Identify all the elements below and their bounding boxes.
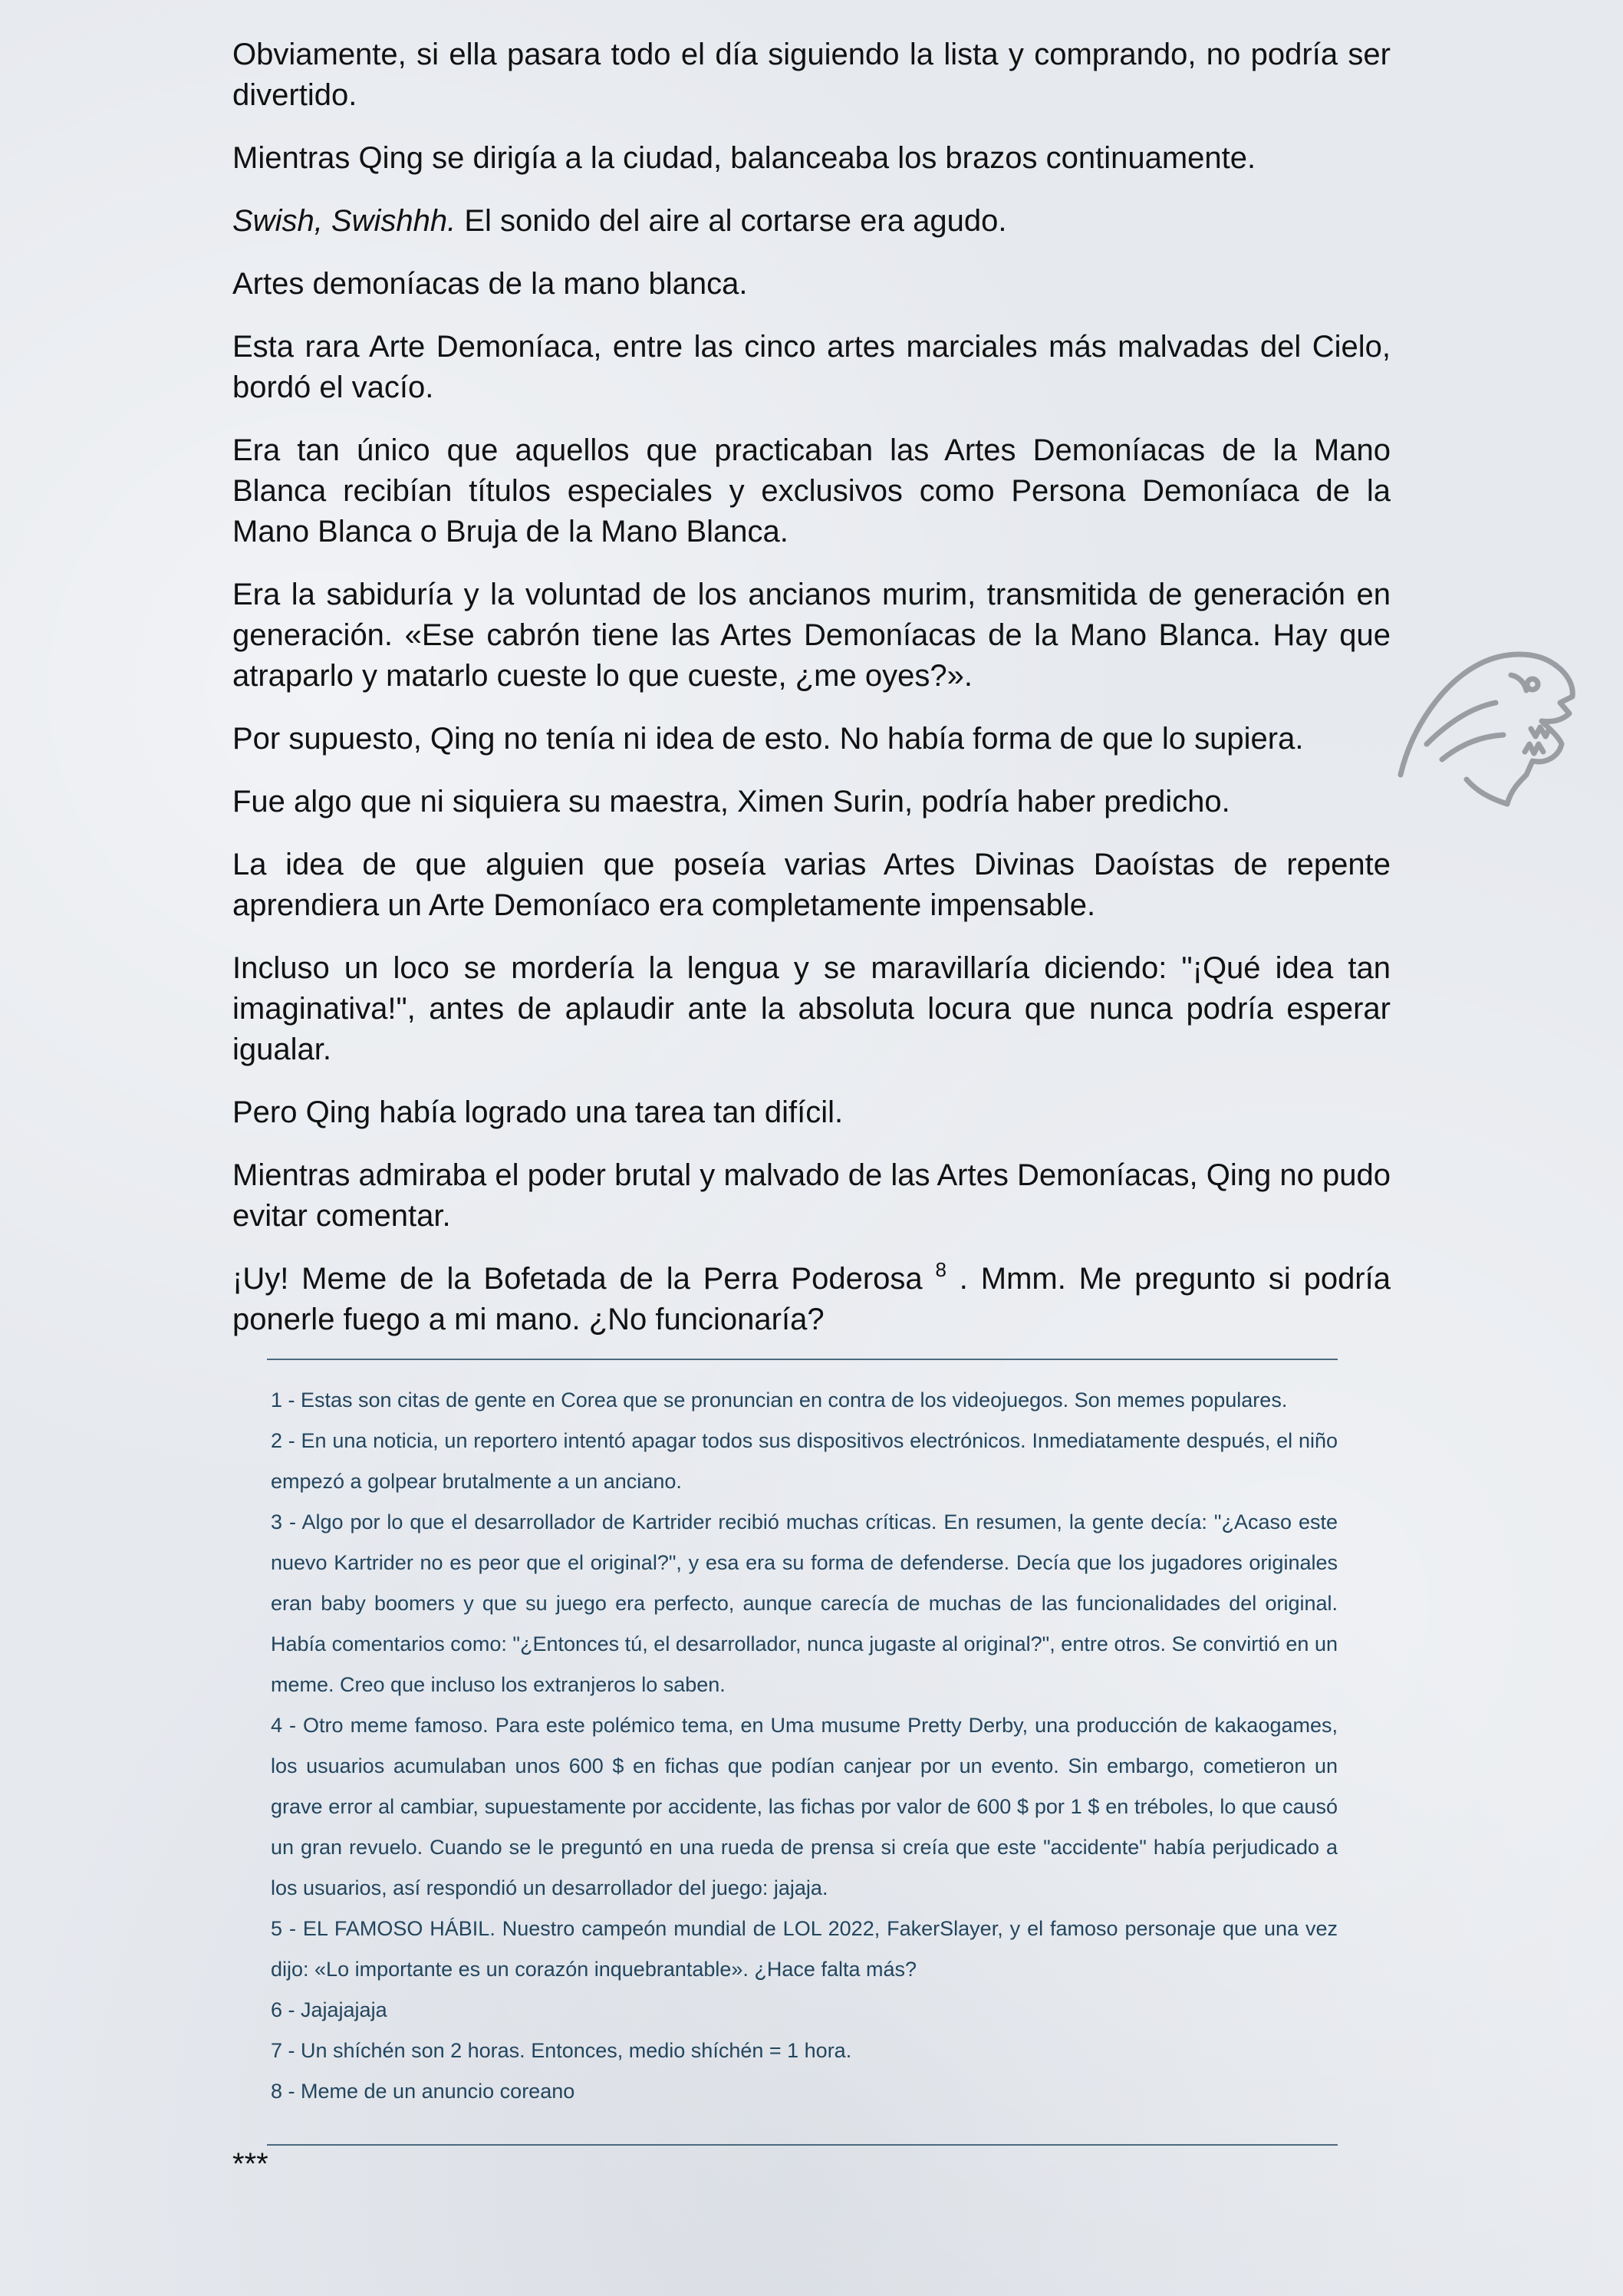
paragraph (232, 1259, 1391, 1340)
footnotes-end-divider (267, 2144, 1338, 2146)
footnote-item: 4 - Otro meme famoso. Para este polémico tema, en Uma musume Pretty Derby, una producción de kakaogames, los usuarios acumulaban unos 600 $ en fichas que podían canjear por un evento. Sin embargo, cometieron un grave error al cambiar, supuestamente por accidente, las fichas por valor de 600 $ por 1 $ en tréboles, lo que causó un gran revuelo. Cuando se le preguntó en una rueda de prensa si creía que este "accidente" había perjudicado a los usuarios, así respondió un desarrollador del juego: jajaja. (271, 1714, 1338, 1899)
paragraph (232, 201, 1391, 242)
paragraph-text: ¡Uy! Meme de la Bofetada de la Perra Poderosa (232, 1262, 936, 1296)
footnote-reference[interactable]: 8 (935, 1258, 946, 1281)
chapter-body (232, 35, 1391, 1362)
paragraph: Incluso un loco se mordería la lengua y se maravillaría diciendo: "¡Qué idea tan imaginativa!", antes de aplaudir ante la absoluta locura que nunca podría esperar igualar. (232, 951, 1391, 1066)
paragraph: Pero Qing había logrado una tarea tan difícil. (232, 1095, 844, 1129)
paragraph: Mientras Qing se dirigía a la ciudad, balanceaba los brazos continuamente. (232, 141, 1256, 175)
paragraph: Era la sabiduría y la voluntad de los ancianos murim, transmitida de generación en generación. «Ese cabrón tiene las Artes Demoníacas de la Mano Blanca. Hay que atraparlo y matarlo cueste lo que cueste, ¿me oyes?». (232, 578, 1391, 693)
dinosaur-head-icon (1396, 629, 1580, 828)
paragraph: Artes demoníacas de la mano blanca. (232, 267, 748, 301)
paragraph: Mientras admiraba el poder brutal y malvado de las Artes Demoníacas, Qing no pudo evitar comentar. (232, 1158, 1391, 1233)
paragraph: Por supuesto, Qing no tenía ni idea de esto. No había forma de que lo supiera. (232, 722, 1304, 756)
sound-effect-italic: Swish, Swishhh. (232, 204, 456, 238)
paragraph: Fue algo que ni siquiera su maestra, Ximen Surin, podría haber predicho. (232, 785, 1230, 819)
footnote-item: 2 - En una noticia, un reportero intentó apagar todos sus dispositivos electrónicos. Inmediatamente después, el niño empezó a golpear brutalmente a un anciano. (271, 1429, 1338, 1493)
footnote-item: 6 - Jajajajaja (271, 1998, 387, 2021)
footnote-item: 8 - Meme de un anuncio coreano (271, 2080, 575, 2103)
paragraph: Obviamente, si ella pasara todo el día siguiendo la lista y comprando, no podría ser divertido. (232, 38, 1391, 112)
paragraph: Esta rara Arte Demoníaca, entre las cinco artes marciales más malvadas del Cielo, bordó el vacío. (232, 330, 1391, 404)
paragraph-text: El sonido del aire al cortarse era agudo. (456, 204, 1007, 238)
footnotes-divider (267, 1359, 1338, 1360)
paragraph: La idea de que alguien que poseía varias Artes Divinas Daoístas de repente aprendiera un Arte Demoníaco era completamente impensable. (232, 848, 1391, 922)
footnote-list (271, 1380, 1338, 2112)
footnote-item: 7 - Un shíchén son 2 horas. Entonces, medio shíchén = 1 hora. (271, 2039, 852, 2062)
paragraph-text: . Mmm. Me pregunto si podría ponerle fuego a mi mano. ¿No funcionaría? (232, 1262, 1391, 1336)
footnote-item: 1 - Estas son citas de gente en Corea que se pronuncian en contra de los videojuegos. Son memes populares. (271, 1388, 1288, 1412)
scene-break: *** (232, 2147, 268, 2181)
paragraph: Era tan único que aquellos que practicaban las Artes Demoníacas de la Mano Blanca recibían títulos especiales y exclusivos como Persona Demoníaca de la Mano Blanca o Bruja de la Mano Blanca. (232, 433, 1391, 548)
footnote-item: 3 - Algo por lo que el desarrollador de Kartrider recibió muchas críticas. En resumen, la gente decía: "¿Acaso este nuevo Kartrider no es peor que el original?", y esa era su forma de defenderse. Decía que los jugadores originales eran baby boomers y que su juego era perfecto, aunque carecía de muchas de las funcionalidades del original. Había comentarios como: "¿Entonces tú, el desarrollador, nunca jugaste al original?", entre otros. Se convirtió en un meme. Creo que incluso los extranjeros lo saben. (271, 1510, 1338, 1696)
footnotes-section (267, 1359, 1338, 2112)
footnote-item: 5 - EL FAMOSO HÁBIL. Nuestro campeón mundial de LOL 2022, FakerSlayer, y el famoso personaje que una vez dijo: «Lo importante es un corazón inquebrantable». ¿Hace falta más? (271, 1917, 1338, 1981)
